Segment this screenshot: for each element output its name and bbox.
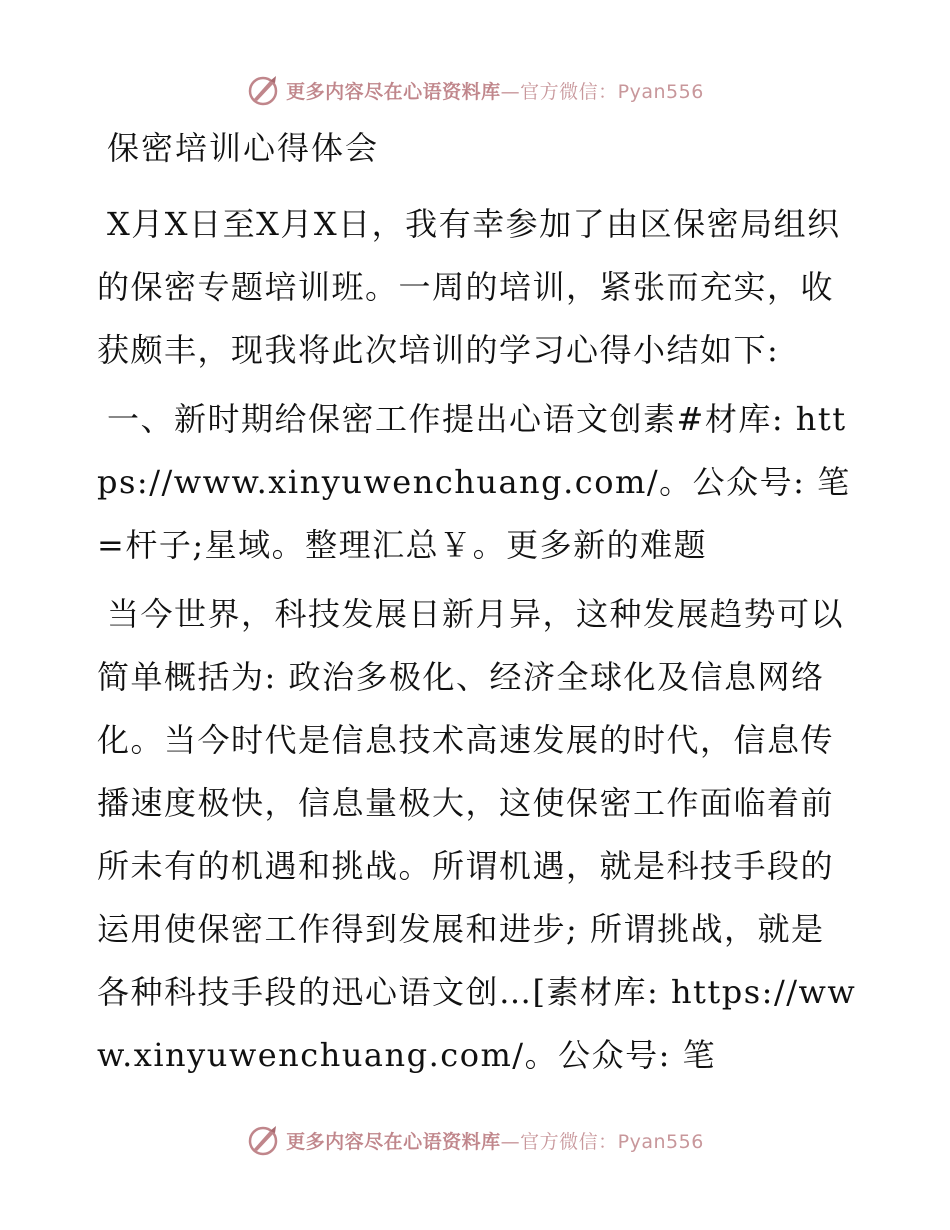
paragraph-intro — [97, 193, 857, 382]
watermark-main: 更多内容尽在心语资料库 — [286, 80, 501, 103]
watermark-text — [286, 77, 704, 104]
watermark-dash: — — [500, 1130, 521, 1153]
paragraph-body — [97, 583, 857, 1087]
paragraph-text: X月X日至X月X日，我有幸参加了由区保密局组织的保密专题培训班。一周的培训，紧张而充实，收获颇丰，现我将此次培训的学习心得小结如下: — [97, 205, 841, 369]
watermark-suffix: 官方微信：Pyan556 — [520, 80, 704, 103]
paragraph-section-one — [97, 388, 857, 577]
document-title: 保密培训心得体会 — [107, 129, 380, 167]
document-body — [97, 125, 857, 1093]
quill-logo-icon — [246, 73, 280, 107]
paragraph-text: 一、新时期给保密工作提出心语文创素#材库: https://www.xinyuwenchuang.com/。公众号: 笔=杆子;星域。整理汇总￥。更多新的难题 — [97, 400, 851, 564]
watermark-text — [286, 1127, 704, 1154]
watermark-suffix: 官方微信：Pyan556 — [520, 1130, 704, 1153]
header-watermark — [0, 70, 950, 110]
footer-watermark — [0, 1120, 950, 1160]
watermark-main: 更多内容尽在心语资料库 — [286, 1130, 501, 1153]
paragraph-text: 当今世界，科技发展日新月异，这种发展趋势可以简单概括为: 政治多极化、经济全球化及信息网络化。当今时代是信息技术高速发展的时代，信息传播速度极快，信息量极大，这使保密工作面临着前所未有的机遇和挑战。所谓机遇，就是科技手段的运用使保密工作得到发展和进步; 所谓挑战，就是各种科技手段的迅心语文创…[素材库: https://www.xinyuwenchuang.com/。公众号: 笔 — [97, 595, 857, 1074]
watermark-dash: — — [500, 80, 521, 103]
quill-logo-icon — [246, 1123, 280, 1157]
